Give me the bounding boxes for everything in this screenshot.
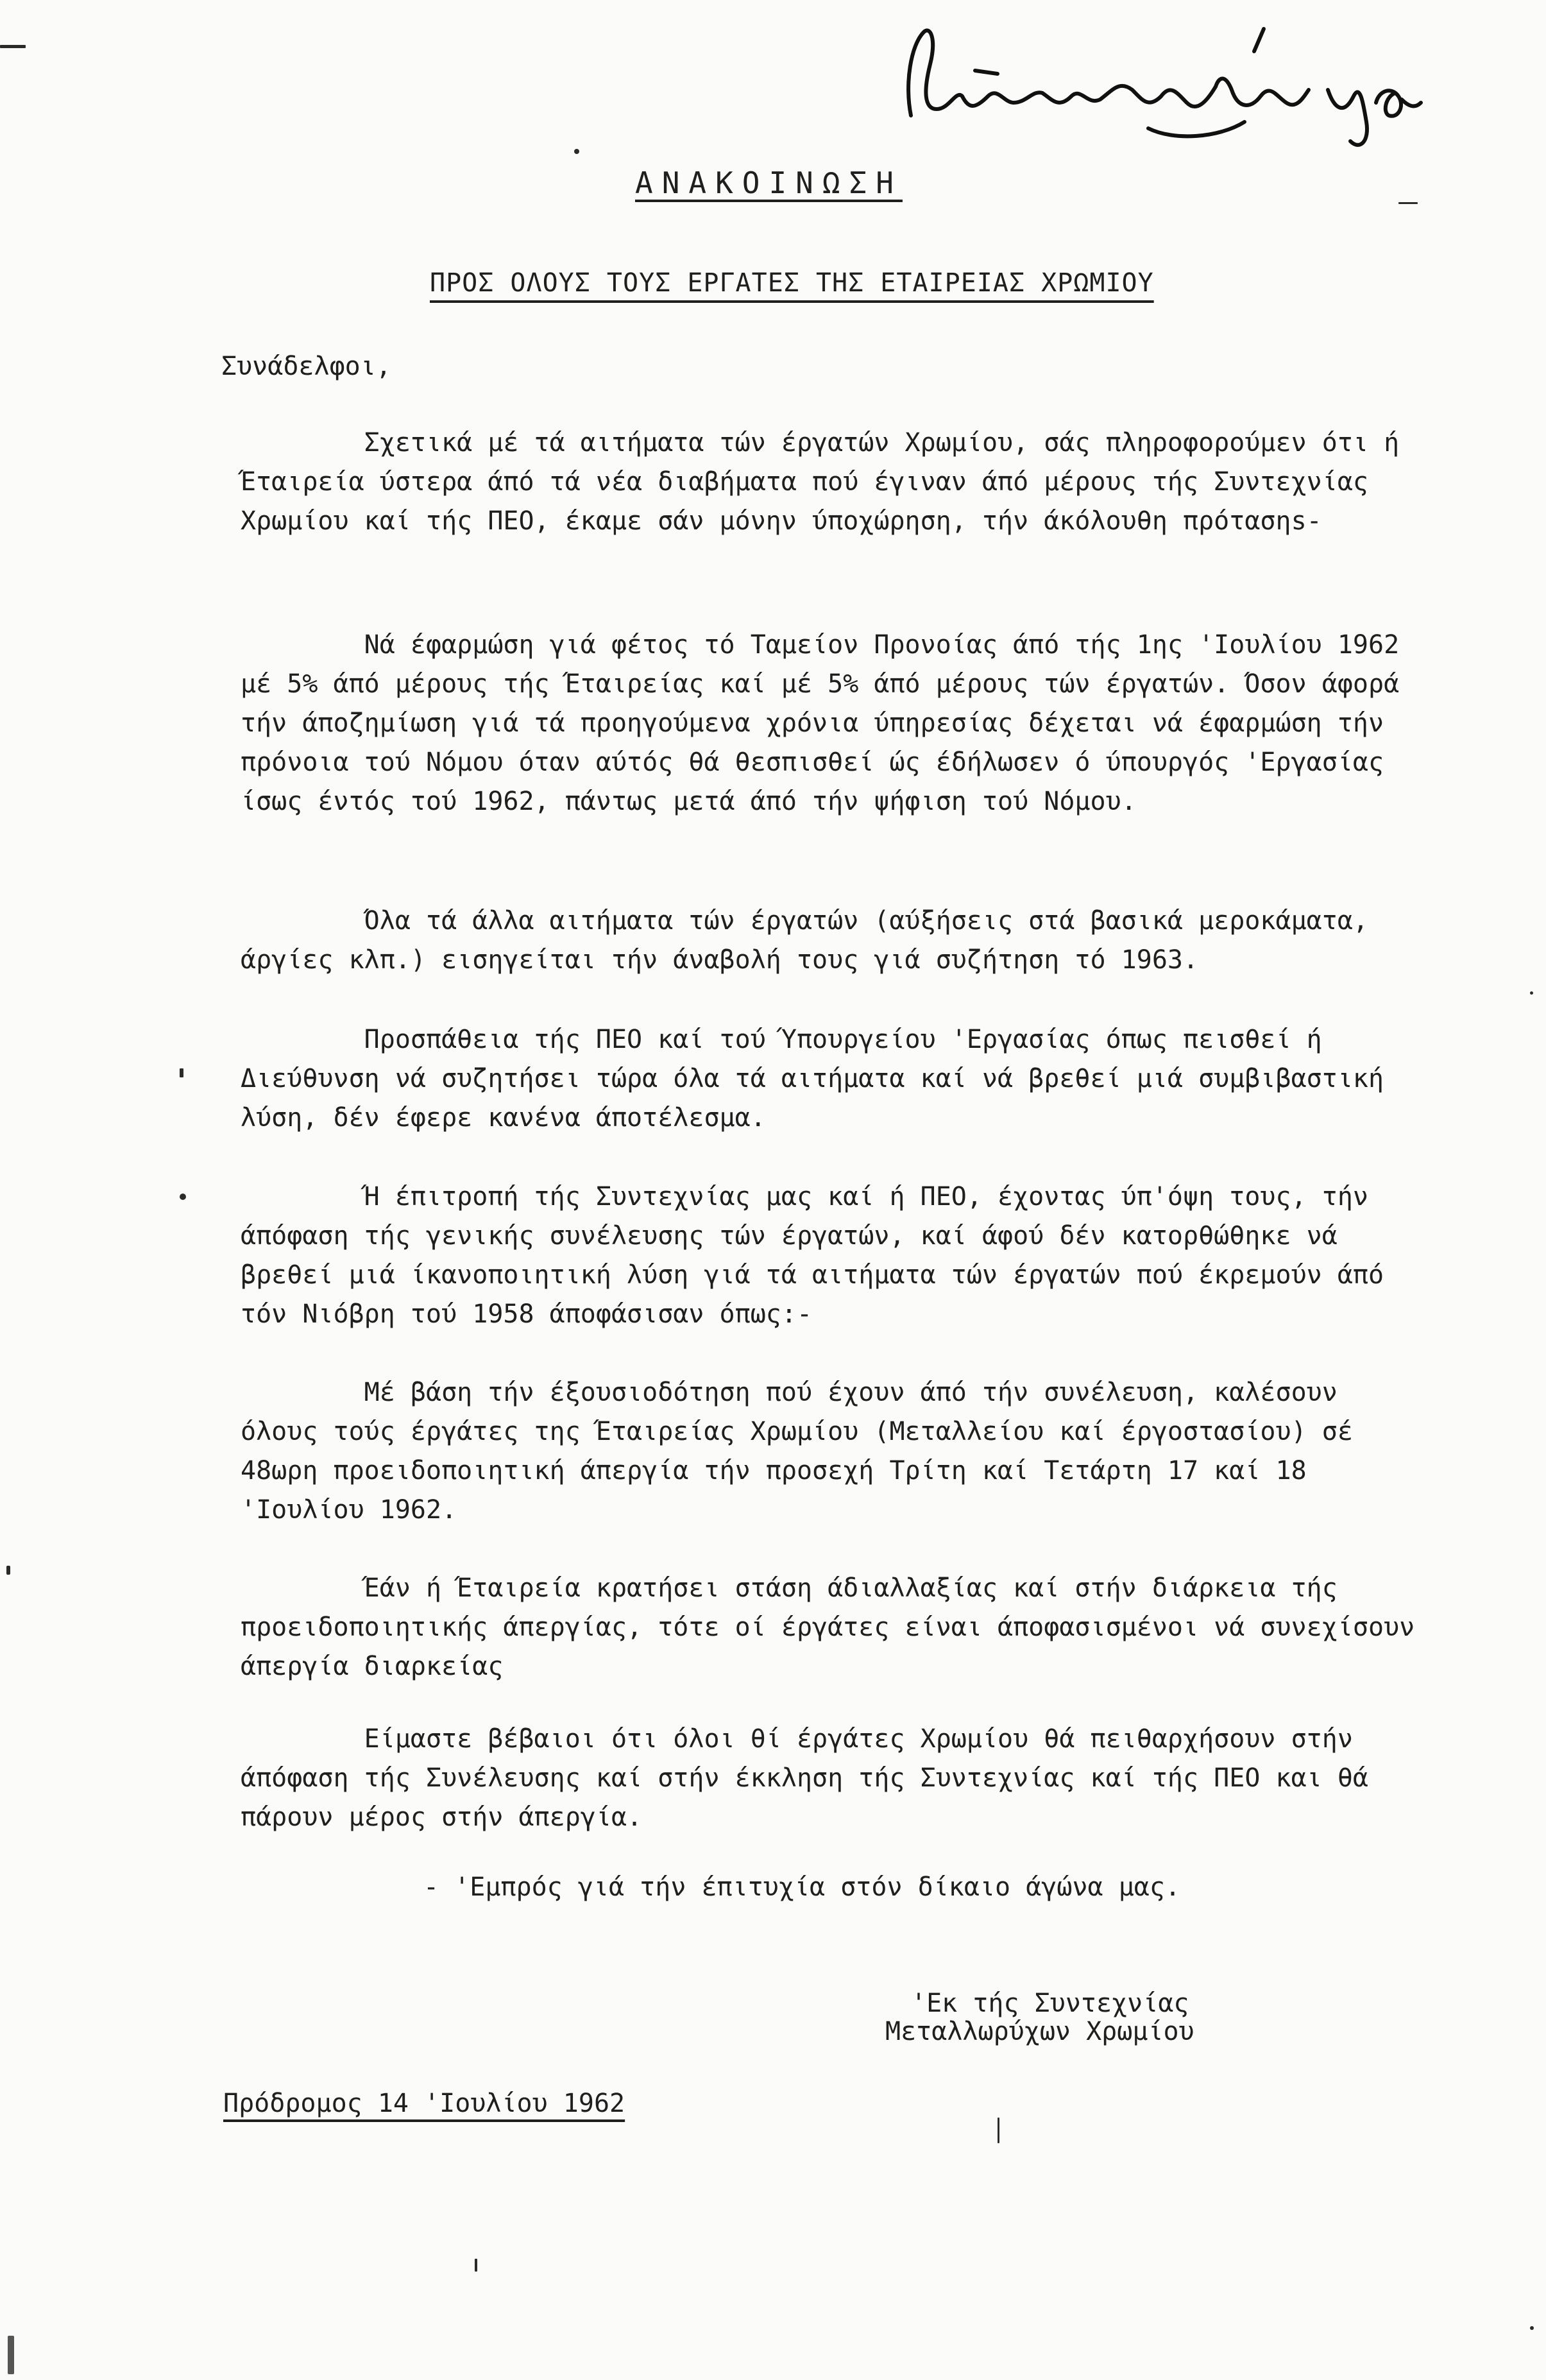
closing-line: - 'Εμπρός γιά τήν έπιτυχία στόν δίκαιο άγώνα μας. — [423, 1872, 1181, 1902]
scan-speck — [6, 1566, 10, 1575]
paragraph-3: Όλα τά άλλα αιτήματα τών έργατών (αύξήσεις στά βασικά μεροκάματα, άργίες κλπ.) εισηγείται τήν άναβολή τους γιά συζήτηση τό 1963. — [241, 906, 1384, 975]
scan-speck — [180, 1194, 186, 1200]
announcement-subtitle: ΠΡΟΣ ΟΛΟΥΣ ΤΟΥΣ ΕΡΓΑΤΕΣ ΤΗΣ ΕΤΑΙΡΕΙΑΣ ΧΡΩΜΙΟΥ — [430, 268, 1154, 298]
scan-speck — [998, 2118, 999, 2143]
scan-speck — [574, 149, 579, 154]
signature-block — [885, 1989, 1194, 2046]
paragraph-5: Ή έπιτροπή τής Συντεχνίας μας καί ή ΠΕΟ, έχοντας ύπ'όψη τους, τήν άπόφαση τής γενικής συνέλευσης τών έργατών, καί άφού δέν κατορθώθηκε νά βρεθεί μιά ίκανοποιητική λύση γιά τά αιτήματα τών έργατών πού έκρεμούν άπό τόν Νιόβρη τού 1958 άποφάσισαν όπως:- — [241, 1182, 1400, 1329]
scan-speck — [8, 2336, 14, 2374]
paragraph-8: Είμαστε βέβαιοι ότι όλοι θί έργάτες Χρωμίου θά πειθαρχήσουν στήν άπόφαση τής Συνέλευσης καί στήν έκκληση τής Συντεχνίας καί τής ΠΕΟ και θά πάρουν μέρος στήν άπεργία. — [241, 1724, 1384, 1832]
salutation: Συνάδελφοι, — [221, 352, 391, 381]
signature-line-1: 'Εκ τής Συντεχνίας — [911, 1989, 1189, 2018]
scan-speck — [0, 45, 26, 48]
paragraph-7: Έάν ή Έταιρεία κρατήσει στάση άδιαλλαξίας καί στήν διάρκεια τής προειδοποιητικής άπεργίας, τότε οί έργάτες είναι άποφασισμένοι νά συνεχίσουν άπεργία διαρκείας — [241, 1573, 1431, 1681]
paragraph-6: Μέ βάση τήν έξουσιοδότηση πού έχουν άπό τήν συνέλευση, καλέσουν όλους τούς έργάτες της Έταιρείας Χρωμίου (Μεταλλείου καί έργοστασίου) σέ 48ωρη προειδοποιητική άπεργία τήν προσεχή Τρίτη καί Τετάρτη 17 καί 18 'Ιουλίου 1962. — [241, 1378, 1368, 1525]
handwritten-annotation — [885, 13, 1437, 160]
handwritten-annotation-text: Βεκυρανάκης κτλ. — [885, 159, 892, 160]
paragraph-2: Νά έφαρμώση γιά φέτος τό Ταμείον Προνοίας άπό τής 1ης 'Ιουλίου 1962 μέ 5% άπό μέρους τής Έταιρείας καί μέ 5% άπό μέρους τών έργατών. Όσον άφορά τήν άποζημίωση γιά τά προηγούμενα χρόνια ύπηρεσίας δέχεται νά έφαρμώση τήν πρόνοια τού Νόμου όταν αύτός θά θεσπισθεί ώς έδήλωσεν ό ύπουργός 'Εργασίας ίσως έντός τού 1962, πάντως μετά άπό τήν ψήφιση τού Νόμου. — [241, 630, 1415, 816]
announcement-title: ΑΝΑΚΟΙΝΩΣΗ — [635, 166, 903, 200]
date-place-line: Πρόδρομος 14 'Ιουλίου 1962 — [223, 2089, 625, 2118]
scan-speck — [475, 2259, 477, 2272]
scan-speck — [1398, 202, 1418, 204]
signature-line-2: Μεταλλωρύχων Χρωμίου — [885, 2017, 1194, 2046]
scan-speck — [1530, 991, 1533, 995]
paragraph-1: Σχετικά μέ τά αιτήματα τών έργατών Χρωμίου, σάς πληροφορούμεν ότι ή Έταιρεία ύστερα άπό τά νέα διαβήματα πού έγιναν άπό μέρους τής Συντεχνίας Χρωμίου καί τής ΠΕΟ, έκαμε σάν μόνην ύποχώρηση, τήν άκόλουθη πρότασηs- — [241, 428, 1415, 536]
scan-speck — [180, 1068, 183, 1077]
paragraph-4: Προσπάθεια τής ΠΕΟ καί τού Ύπουργείου 'Εργασίας όπως πεισθεί ή Διεύθυνση νά συζητήσει τώρα όλα τά αιτήματα καί νά βρεθεί μιά συμβιβαστική λύση, δέν έφερε κανένα άποτέλεσμα. — [241, 1025, 1400, 1133]
scan-speck — [1530, 2326, 1534, 2330]
